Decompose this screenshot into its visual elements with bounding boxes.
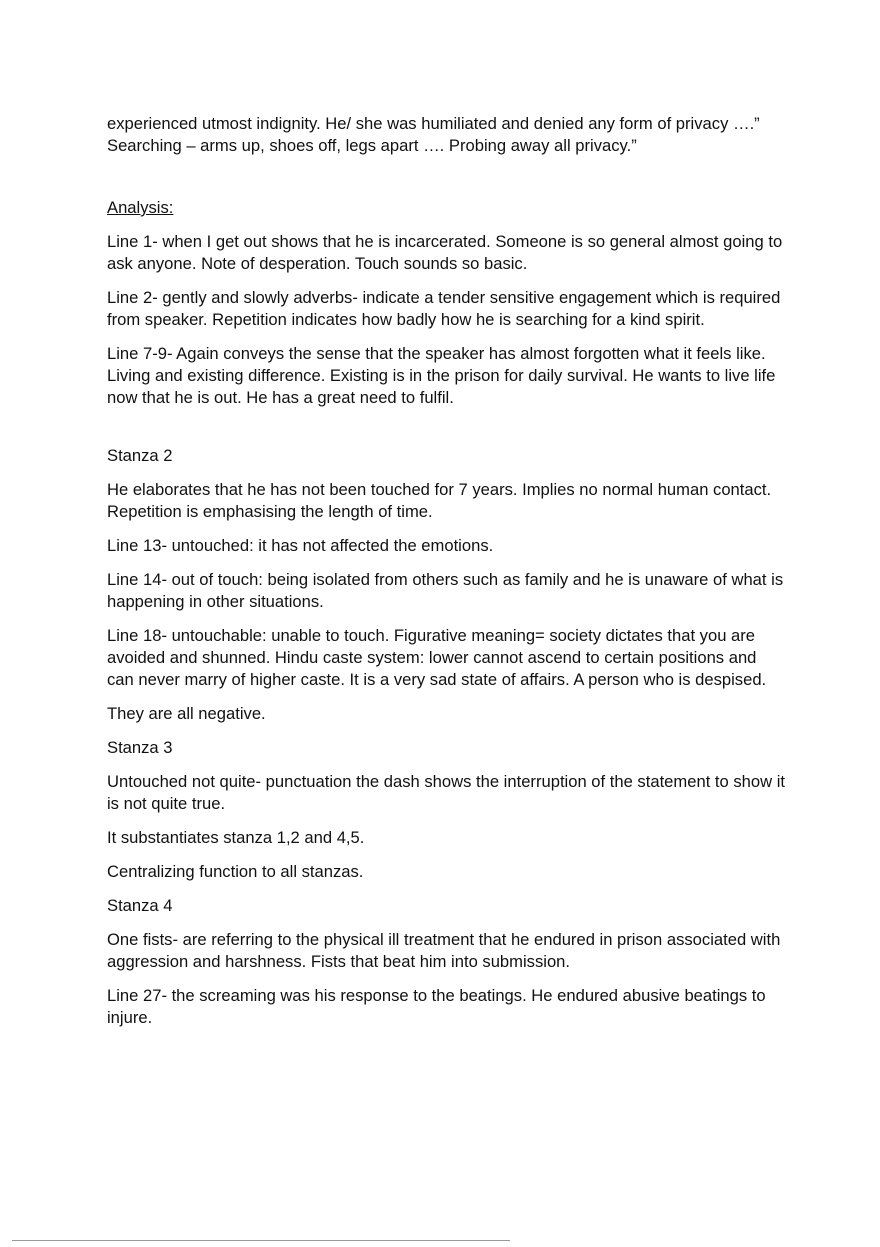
stanza-3-paragraph: Untouched not quite- punctuation the dash shows the interruption of the statement to show it is not quite true. bbox=[107, 772, 786, 813]
analysis-line-1: Line 1- when I get out shows that he is incarcerated. Someone is so general almost going to ask anyone. Note of desperation. Touch sounds so basic. bbox=[107, 232, 783, 273]
stanza-2-line-18: Line 18- untouchable: unable to touch. Figurative meaning= society dictates that you are avoided and shunned. Hindu caste system: lower cannot ascend to certain positions and can never marry of higher caste. It is a very sad state of affairs. A person who is despised. bbox=[107, 626, 767, 689]
analysis-line-2: Line 2- gently and slowly adverbs- indicate a tender sensitive engagement which is required from speaker. Repetition indicates how badly how he is searching for a kind spirit. bbox=[107, 288, 781, 329]
stanza-3-substantiates: It substantiates stanza 1,2 and 4,5. bbox=[107, 828, 365, 847]
stanza-3-function: Centralizing function to all stanzas. bbox=[107, 862, 364, 881]
stanza-2-paragraph: He elaborates that he has not been touched for 7 years. Implies no normal human contact. Repetition is emphasising the length of time. bbox=[107, 480, 772, 521]
stanza-4-paragraph: One fists- are referring to the physical ill treatment that he endured in prison associated with aggression and harshness. Fists that beat him into submission. bbox=[107, 930, 781, 971]
analysis-heading: Analysis: bbox=[107, 198, 174, 217]
stanza-2-line-13: Line 13- untouched: it has not affected the emotions. bbox=[107, 536, 494, 555]
document-body bbox=[107, 113, 787, 1041]
stanza-2-summary: They are all negative. bbox=[107, 704, 266, 723]
intro-paragraph: experienced utmost indignity. He/ she was humiliated and denied any form of privacy ….” Searching – arms up, shoes off, legs apart …. Probing away all privacy.” bbox=[107, 114, 760, 155]
stanza-4-line-27: Line 27- the screaming was his response to the beatings. He endured abusive beatings to injure. bbox=[107, 986, 766, 1027]
stanza-2-line-14: Line 14- out of touch: being isolated from others such as family and he is unaware of what is happening in other situations. bbox=[107, 570, 784, 611]
analysis-line-7-9: Line 7-9- Again conveys the sense that the speaker has almost forgotten what it feels like. Living and existing difference. Existing is in the prison for daily survival. He wants to live life now that he is out. He has a great need to fulfil. bbox=[107, 344, 776, 407]
stanza-4-heading: Stanza 4 bbox=[107, 896, 173, 915]
stanza-3-heading: Stanza 3 bbox=[107, 738, 173, 757]
footer-divider bbox=[12, 1240, 510, 1241]
stanza-2-heading: Stanza 2 bbox=[107, 446, 173, 465]
